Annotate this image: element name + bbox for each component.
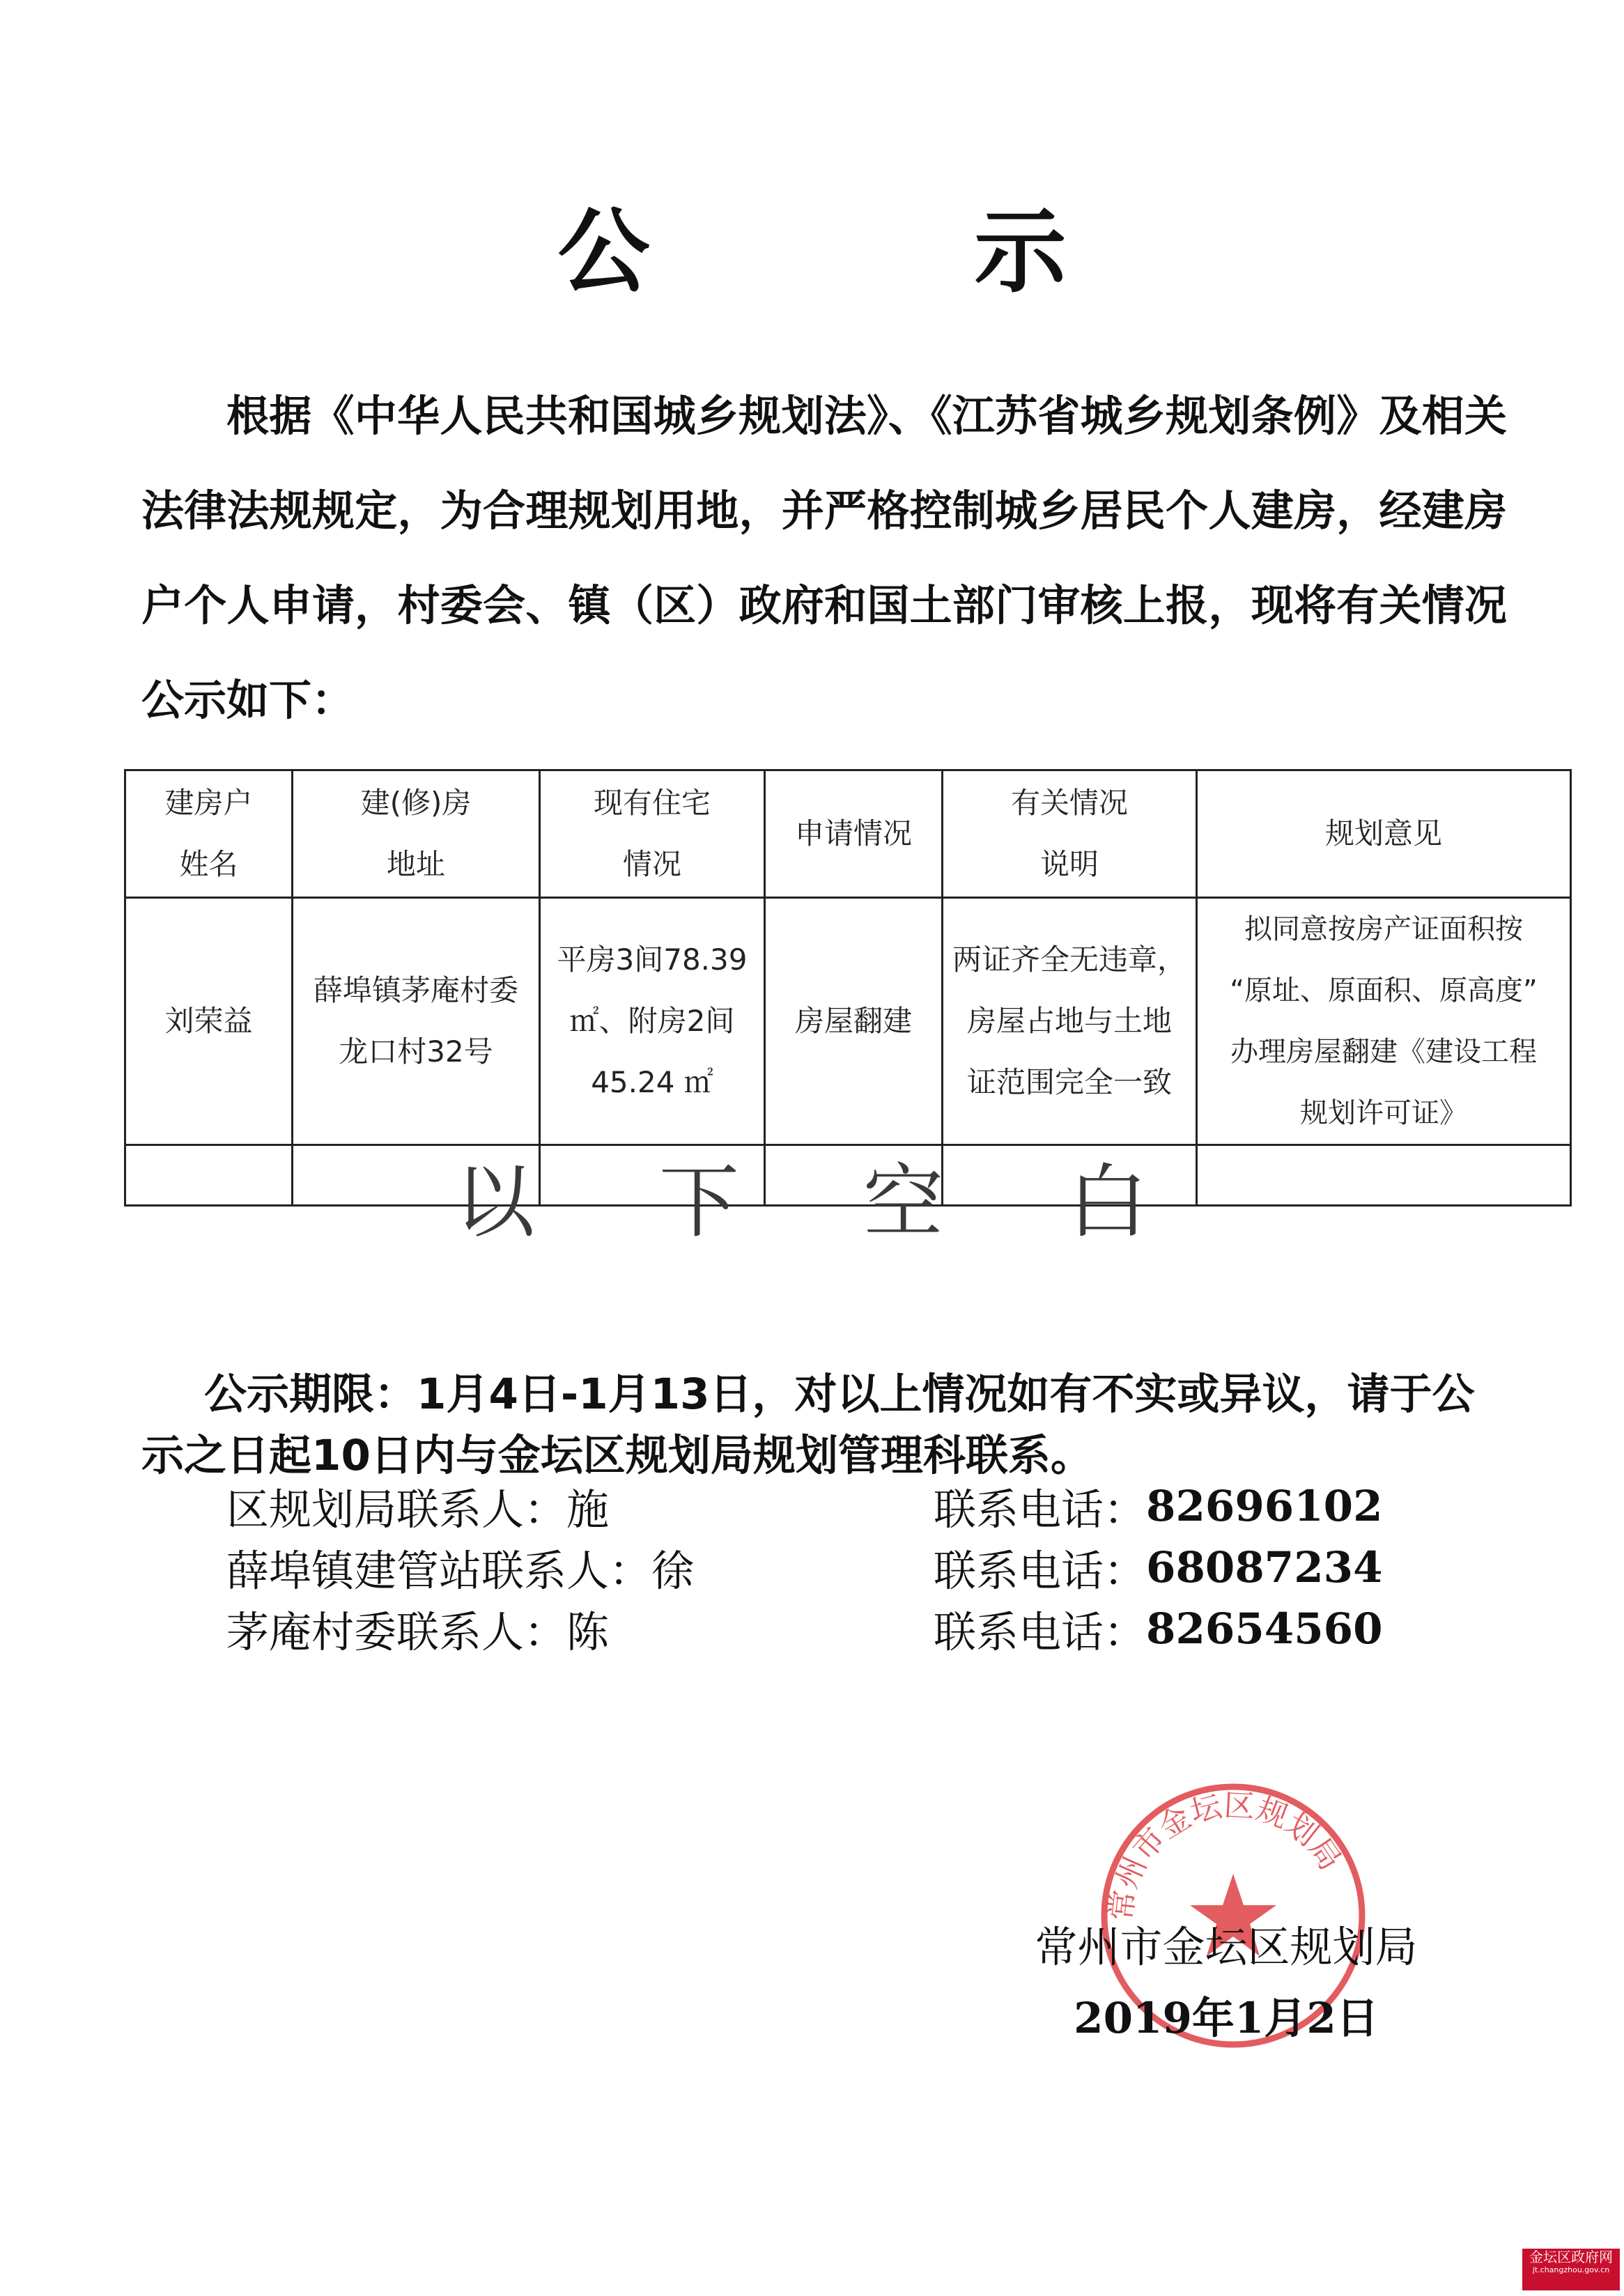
phone-label: 联系电话： [934, 1607, 1147, 1657]
table-row [125, 898, 1571, 1145]
signing-organization: 常州市金坛区规划局 [1035, 1923, 1418, 1972]
header-cell: 有关情况 说明 [943, 770, 1197, 898]
svg-text:常州市金坛区规划局: 常州市金坛区规划局 [1103, 1787, 1348, 1923]
signature-block [1010, 1912, 1442, 2054]
table-header-row [125, 770, 1571, 898]
watermark-url: jt.changzhou.gov.cn [1532, 2265, 1610, 2274]
site-watermark [1522, 2249, 1620, 2290]
blank-marker-char: 以 [454, 1155, 535, 1249]
notice-table [124, 769, 1572, 1207]
contact-list [226, 1475, 1411, 1659]
phone-number: 82654560 [1146, 1604, 1383, 1654]
watermark-label: 金坛区政府网 [1529, 2249, 1613, 2265]
contact-person: 区规划局联系人：施 [226, 1484, 610, 1535]
blank-marker-char: 下 [658, 1155, 739, 1249]
contact-person: 薛埠镇建管站联系人：徐 [226, 1546, 695, 1596]
contact-row [226, 1537, 1411, 1598]
table-cell [1197, 1145, 1571, 1206]
table-cell: 两证齐全无违章， 房屋占地与土地 证范围完全一致 [943, 898, 1197, 1145]
header-cell: 建房户 姓名 [125, 770, 293, 898]
intro-paragraph: 根据《中华人民共和国城乡规划法》、《江苏省城乡规划条例》及相关法律法规规定，为合理规划用地，并严格控制城乡居民个人建房，经建房户个人申请，村委会、镇（区）政府和国土部门审核上报，现将有关情况公示如下： [141, 391, 1507, 725]
phone-number: 82696102 [1146, 1481, 1383, 1531]
contact-row [226, 1475, 1411, 1537]
table-cell: 薛埠镇茅庵村委 龙口村32号 [293, 898, 540, 1145]
table-cell: 房屋翻建 [765, 898, 943, 1145]
table-cell: 刘荣益 [125, 898, 293, 1145]
table-cell [125, 1145, 293, 1206]
phone-label: 联系电话： [934, 1546, 1147, 1596]
header-cell: 申请情况 [765, 770, 943, 898]
period-notice: 公示期限：1月4日-1月13日，对以上情况如有不实或异议，请于公示之日起10日内与金坛区规划局规划管理科联系。 [141, 1370, 1475, 1480]
table-cell: 拟同意按房产证面积按 “原址、原面积、原高度” 办理房屋翻建《建设工程 规划许可证》 [1197, 898, 1571, 1145]
blank-marker-char: 空 [863, 1155, 944, 1249]
blank-below-marker [453, 1142, 1150, 1247]
page-title: 公 示 [557, 199, 1213, 306]
signing-date: 2019年1月2日 [1074, 1994, 1379, 2043]
header-cell: 规划意见 [1197, 770, 1571, 898]
blank-marker-char: 白 [1067, 1155, 1148, 1249]
phone-label: 联系电话： [934, 1484, 1147, 1535]
contact-row [226, 1598, 1411, 1659]
phone-number: 68087234 [1146, 1542, 1383, 1592]
contact-person: 茅庵村委联系人：陈 [226, 1607, 610, 1657]
header-cell: 现有住宅 情况 [540, 770, 765, 898]
table-cell: 平房3间78.39 ㎡、附房2间 45.24 ㎡ [540, 898, 765, 1145]
header-cell: 建(修)房 地址 [293, 770, 540, 898]
